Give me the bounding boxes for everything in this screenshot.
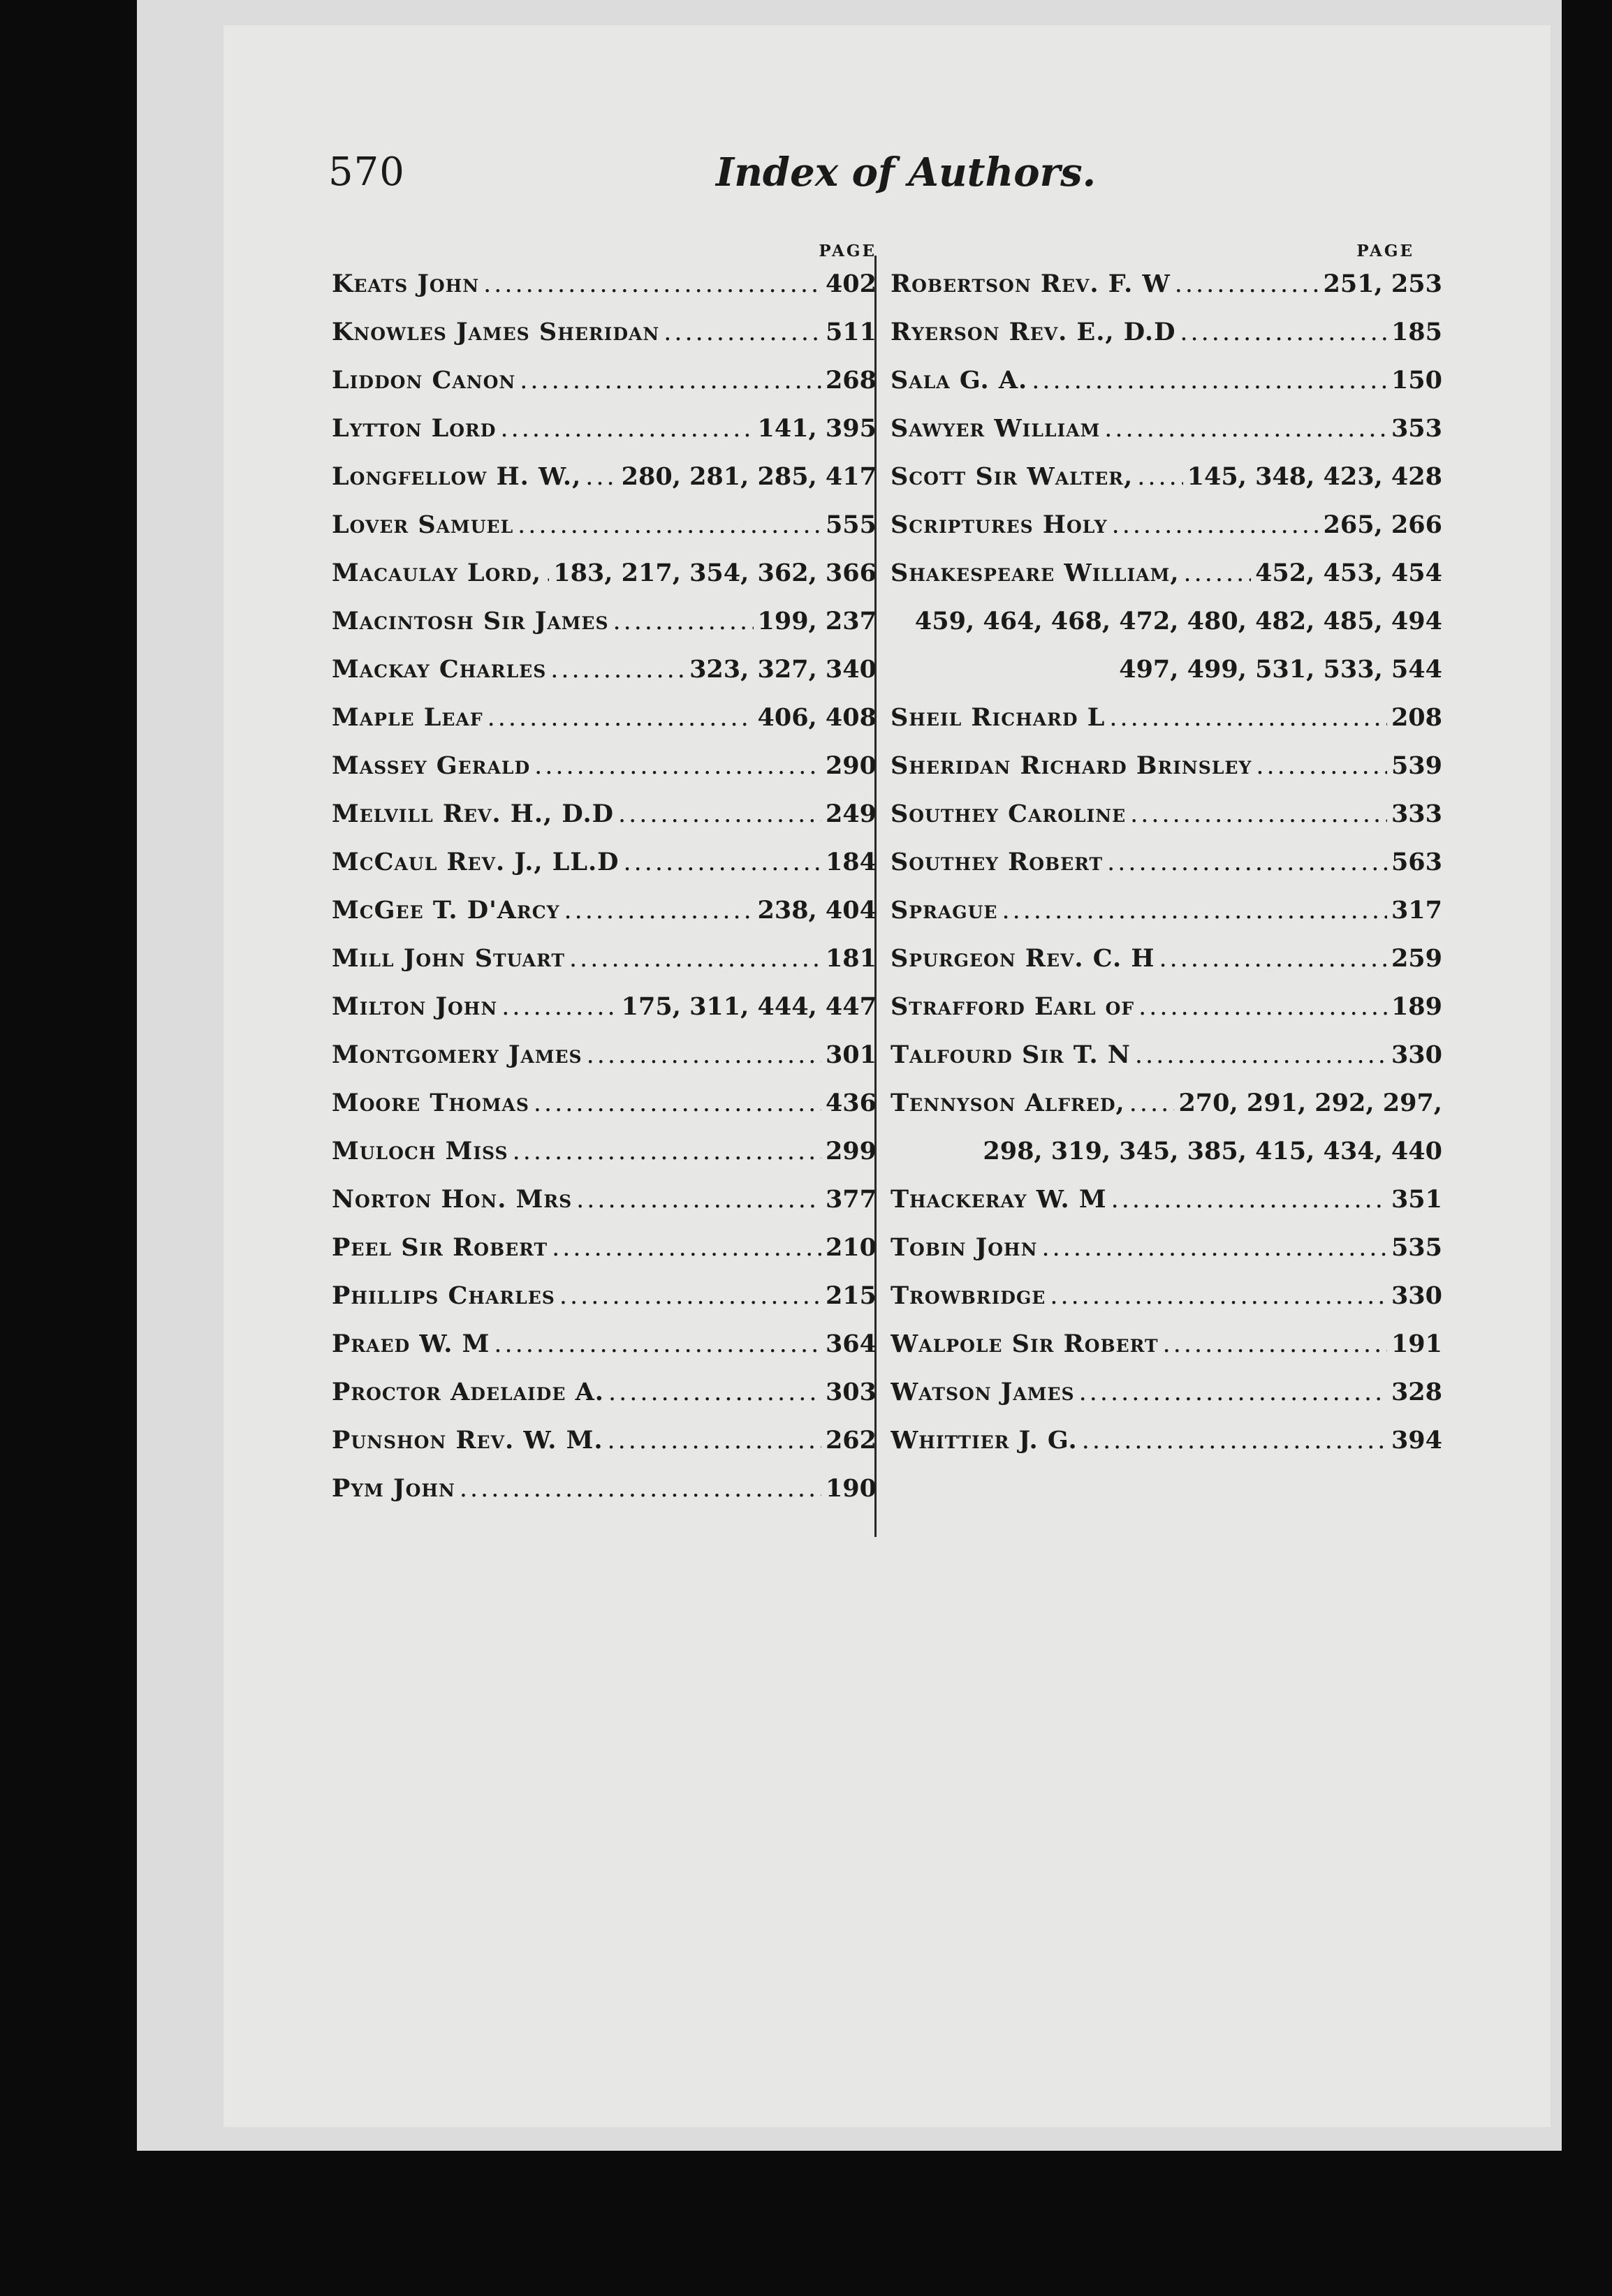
author-name: Proctor Adelaide A. bbox=[332, 1378, 604, 1406]
dot-leader bbox=[1032, 367, 1387, 395]
index-entry bbox=[891, 318, 1442, 366]
index-entry bbox=[332, 607, 877, 655]
index-entry bbox=[891, 559, 1442, 607]
page-references: 183, 217, 354, 362, 366 bbox=[553, 559, 877, 587]
dot-leader bbox=[1129, 1089, 1175, 1117]
author-name: Mill John Stuart bbox=[332, 944, 566, 973]
author-name: Longfellow H. W., bbox=[332, 462, 582, 491]
dot-leader bbox=[488, 704, 754, 732]
index-entry bbox=[891, 462, 1442, 510]
author-name: Pym John bbox=[332, 1474, 455, 1503]
dot-leader bbox=[494, 1330, 821, 1358]
index-entry-continuation bbox=[891, 1137, 1442, 1185]
dot-leader bbox=[1135, 1041, 1387, 1069]
right-entry-list bbox=[891, 270, 1612, 1474]
author-name: Macintosh Sir James bbox=[332, 607, 609, 635]
index-entry bbox=[332, 1185, 877, 1233]
index-entry bbox=[332, 944, 877, 992]
page-references: 249 bbox=[825, 800, 877, 828]
index-entry bbox=[891, 414, 1442, 462]
index-entry bbox=[891, 1330, 1442, 1378]
index-entry-continuation bbox=[891, 655, 1442, 703]
author-name: Southey Caroline bbox=[891, 800, 1127, 828]
page-references: 298, 319, 345, 385, 415, 434, 440 bbox=[983, 1137, 1442, 1165]
index-entry bbox=[891, 896, 1442, 944]
index-entry-continuation bbox=[891, 607, 1442, 655]
author-name: Norton Hon. Mrs bbox=[332, 1185, 573, 1214]
author-name: Sawyer William bbox=[891, 414, 1101, 443]
dot-leader bbox=[534, 1089, 821, 1117]
dot-leader bbox=[1050, 1282, 1387, 1310]
author-name: Walpole Sir Robert bbox=[891, 1330, 1159, 1358]
page-references: 394 bbox=[1391, 1426, 1442, 1455]
index-entry bbox=[332, 1426, 877, 1474]
dot-leader bbox=[513, 1138, 821, 1165]
dot-leader bbox=[1002, 897, 1386, 925]
page-references: 145, 348, 423, 428 bbox=[1187, 462, 1442, 491]
author-name: Melvill Rev. H., D.D bbox=[332, 800, 615, 828]
author-name: McGee T. D'Arcy bbox=[332, 896, 560, 925]
dot-leader bbox=[1104, 415, 1387, 443]
dot-leader bbox=[608, 1378, 821, 1406]
dot-leader bbox=[1138, 993, 1387, 1021]
page-title: Index of Authors. bbox=[716, 149, 1097, 196]
index-entry bbox=[891, 703, 1442, 751]
dot-leader bbox=[1111, 1186, 1387, 1214]
page-references: 330 bbox=[1391, 1040, 1442, 1069]
index-entry bbox=[332, 1378, 877, 1426]
index-entry bbox=[332, 1330, 877, 1378]
author-name: Montgomery James bbox=[332, 1040, 582, 1069]
index-entry bbox=[332, 414, 877, 462]
dot-leader bbox=[1175, 270, 1319, 298]
index-entry bbox=[891, 1089, 1442, 1137]
author-name: Muloch Miss bbox=[332, 1137, 508, 1165]
dot-leader bbox=[1109, 704, 1387, 732]
page-references: 290 bbox=[825, 751, 877, 780]
page-references: 265, 266 bbox=[1323, 510, 1442, 539]
dot-leader bbox=[585, 463, 617, 491]
dot-leader bbox=[518, 511, 821, 539]
page-references: 364 bbox=[825, 1330, 877, 1358]
index-entry bbox=[891, 848, 1442, 896]
author-name: Keats John bbox=[332, 270, 480, 298]
page-references: 402 bbox=[825, 270, 877, 298]
index-entry bbox=[891, 1040, 1442, 1089]
index-entry bbox=[891, 270, 1442, 318]
page-references: 555 bbox=[825, 510, 877, 539]
index-entry bbox=[332, 703, 877, 751]
author-name: Southey Robert bbox=[891, 848, 1104, 876]
page-references: 299 bbox=[825, 1137, 877, 1165]
dot-leader bbox=[552, 1234, 821, 1262]
dot-leader bbox=[534, 752, 821, 780]
page-references: 406, 408 bbox=[757, 703, 877, 732]
dot-leader bbox=[483, 270, 821, 298]
index-entry bbox=[332, 318, 877, 366]
author-name: Macaulay Lord, bbox=[332, 559, 542, 587]
dot-leader bbox=[1180, 318, 1387, 346]
index-entry bbox=[891, 1426, 1442, 1474]
page-column-heading: PAGE bbox=[1356, 242, 1414, 260]
author-name: Whittier J. G. bbox=[891, 1426, 1078, 1455]
index-entry bbox=[332, 462, 877, 510]
author-name: Trowbridge bbox=[891, 1281, 1046, 1310]
index-entry bbox=[332, 1089, 877, 1137]
page-number: 570 bbox=[328, 149, 405, 195]
page-references: 184 bbox=[825, 848, 877, 876]
author-name: Talfourd Sir T. N bbox=[891, 1040, 1131, 1069]
index-entry bbox=[332, 510, 877, 559]
page-references: 497, 499, 531, 533, 544 bbox=[1119, 655, 1442, 684]
author-name: Massey Gerald bbox=[332, 751, 531, 780]
page-references: 259 bbox=[1391, 944, 1442, 973]
index-entry bbox=[891, 751, 1442, 800]
page-references: 191 bbox=[1391, 1330, 1442, 1358]
dot-leader bbox=[1256, 752, 1387, 780]
author-name: Lytton Lord bbox=[332, 414, 497, 443]
dot-leader bbox=[1082, 1427, 1387, 1455]
index-entry bbox=[332, 751, 877, 800]
dot-leader bbox=[1163, 1330, 1387, 1358]
page-references: 280, 281, 285, 417 bbox=[621, 462, 877, 491]
index-entry bbox=[332, 1040, 877, 1089]
page-references: 539 bbox=[1391, 751, 1442, 780]
dot-leader bbox=[569, 945, 821, 973]
page-references: 190 bbox=[825, 1474, 877, 1503]
author-name: Strafford Earl of bbox=[891, 992, 1135, 1021]
author-name: Sheridan Richard Brinsley bbox=[891, 751, 1252, 780]
page-references: 215 bbox=[825, 1281, 877, 1310]
author-name: Punshon Rev. W. M. bbox=[332, 1426, 603, 1455]
page-references: 301 bbox=[825, 1040, 877, 1069]
index-entry bbox=[891, 366, 1442, 414]
page-references: 150 bbox=[1391, 366, 1442, 395]
index-page bbox=[224, 25, 1551, 2127]
page-references: 189 bbox=[1391, 992, 1442, 1021]
page-references: 141, 395 bbox=[757, 414, 877, 443]
page-references: 199, 237 bbox=[757, 607, 877, 635]
page-references: 330 bbox=[1391, 1281, 1442, 1310]
index-entry bbox=[332, 366, 877, 414]
page-column-heading: PAGE bbox=[819, 242, 877, 260]
dot-leader bbox=[576, 1186, 821, 1214]
index-entry bbox=[891, 1281, 1442, 1330]
dot-leader bbox=[1107, 848, 1387, 876]
author-name: Peel Sir Robert bbox=[332, 1233, 548, 1262]
page-references: 333 bbox=[1391, 800, 1442, 828]
page-references: 208 bbox=[1391, 703, 1442, 732]
dot-leader bbox=[500, 415, 753, 443]
page-references: 459, 464, 468, 472, 480, 482, 485, 494 bbox=[914, 607, 1442, 635]
dot-leader bbox=[624, 848, 821, 876]
index-entry bbox=[332, 1281, 877, 1330]
author-name: Scriptures Holy bbox=[891, 510, 1108, 539]
index-entry bbox=[332, 270, 877, 318]
page-references: 303 bbox=[825, 1378, 877, 1406]
dot-leader bbox=[608, 1427, 821, 1455]
author-name: Knowles James Sheridan bbox=[332, 318, 660, 346]
page-references: 328 bbox=[1391, 1378, 1442, 1406]
dot-leader bbox=[1159, 945, 1386, 973]
author-name: Robertson Rev. F. W bbox=[891, 270, 1171, 298]
page-references: 452, 453, 454 bbox=[1255, 559, 1442, 587]
dot-leader bbox=[564, 897, 753, 925]
right-index-column bbox=[891, 242, 1612, 1474]
index-entry bbox=[891, 944, 1442, 992]
author-name: Sala G. A. bbox=[891, 366, 1028, 395]
dot-leader bbox=[559, 1282, 821, 1310]
index-entry bbox=[891, 1233, 1442, 1281]
page-references: 185 bbox=[1391, 318, 1442, 346]
author-name: Lover Samuel bbox=[332, 510, 514, 539]
page-references: 351 bbox=[1391, 1185, 1442, 1214]
page-references: 238, 404 bbox=[757, 896, 877, 925]
dot-leader bbox=[1112, 511, 1319, 539]
page-references: 511 bbox=[825, 318, 877, 346]
index-entry bbox=[332, 559, 877, 607]
author-name: Shakespeare William, bbox=[891, 559, 1180, 587]
author-name: Spurgeon Rev. C. H bbox=[891, 944, 1155, 973]
author-name: Mackay Charles bbox=[332, 655, 547, 684]
author-name: Milton John bbox=[332, 992, 498, 1021]
index-entry bbox=[891, 1185, 1442, 1233]
page-references: 436 bbox=[825, 1089, 877, 1117]
page-references: 377 bbox=[825, 1185, 877, 1214]
index-entry bbox=[332, 992, 877, 1040]
dot-leader bbox=[664, 318, 821, 346]
page-references: 563 bbox=[1391, 848, 1442, 876]
dot-leader bbox=[618, 800, 821, 828]
dot-leader bbox=[1130, 800, 1387, 828]
dot-leader bbox=[501, 993, 617, 1021]
index-entry bbox=[891, 1378, 1442, 1426]
author-name: Phillips Charles bbox=[332, 1281, 555, 1310]
page-references: 323, 327, 340 bbox=[689, 655, 877, 684]
dot-leader bbox=[545, 559, 549, 587]
page-references: 268 bbox=[825, 366, 877, 395]
author-name: Watson James bbox=[891, 1378, 1075, 1406]
author-name: Moore Thomas bbox=[332, 1089, 529, 1117]
author-name: Praed W. M bbox=[332, 1330, 490, 1358]
dot-leader bbox=[587, 1041, 821, 1069]
page-references: 181 bbox=[825, 944, 877, 973]
author-name: Sprague bbox=[891, 896, 998, 925]
index-entry bbox=[332, 1137, 877, 1185]
author-name: Scott Sir Walter, bbox=[891, 462, 1134, 491]
author-name: Ryerson Rev. E., D.D bbox=[891, 318, 1176, 346]
index-entry bbox=[332, 896, 877, 944]
dot-leader bbox=[1079, 1378, 1387, 1406]
index-entry bbox=[332, 1233, 877, 1281]
page-references: 317 bbox=[1391, 896, 1442, 925]
dot-leader bbox=[550, 656, 685, 684]
author-name: Maple Leaf bbox=[332, 703, 483, 732]
index-entry bbox=[891, 510, 1442, 559]
dot-leader bbox=[1042, 1234, 1387, 1262]
author-name: McCaul Rev. J., LL.D bbox=[332, 848, 620, 876]
author-name: Tobin John bbox=[891, 1233, 1038, 1262]
page-references: 210 bbox=[825, 1233, 877, 1262]
dot-leader bbox=[520, 367, 821, 395]
index-entry bbox=[332, 1474, 877, 1522]
page-references: 175, 311, 444, 447 bbox=[621, 992, 877, 1021]
index-entry bbox=[332, 848, 877, 896]
author-name: Liddon Canon bbox=[332, 366, 516, 395]
page-references: 535 bbox=[1391, 1233, 1442, 1262]
index-entry bbox=[891, 992, 1442, 1040]
page-references: 262 bbox=[825, 1426, 877, 1455]
author-name: Sheil Richard L bbox=[891, 703, 1106, 732]
dot-leader bbox=[460, 1475, 821, 1503]
page-references: 270, 291, 292, 297, bbox=[1178, 1089, 1442, 1117]
dot-leader bbox=[1184, 559, 1252, 587]
index-entry bbox=[891, 800, 1442, 848]
author-name: Tennyson Alfred, bbox=[891, 1089, 1125, 1117]
index-entry bbox=[332, 800, 877, 848]
page-references: 353 bbox=[1391, 414, 1442, 443]
author-name: Thackeray W. M bbox=[891, 1185, 1107, 1214]
dot-leader bbox=[1137, 463, 1182, 491]
page-references: 251, 253 bbox=[1323, 270, 1442, 298]
dot-leader bbox=[613, 608, 754, 635]
index-entry bbox=[332, 655, 877, 703]
